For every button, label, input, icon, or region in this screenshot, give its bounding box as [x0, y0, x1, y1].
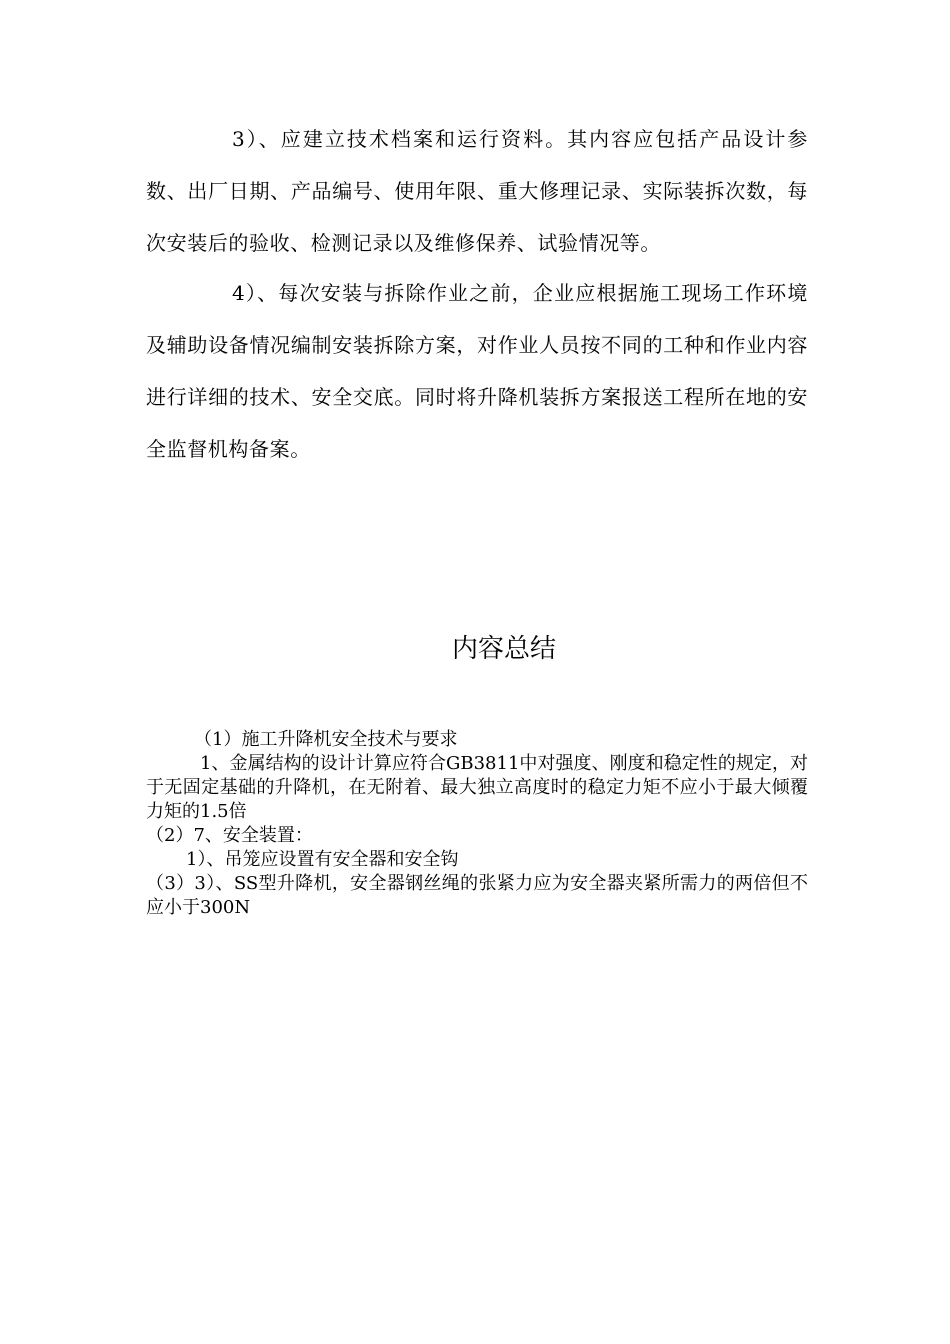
- summary-line-3: （2）7、安全装置：: [146, 825, 313, 846]
- summary-line-2: 1、金属结构的设计计算应符合GB3811中对强度、刚度和稳定性的规定，对于无固定基础的升降机，在无附着、最大独立高度时的稳定力矩不应小于最大倾覆力矩的1.5倍: [146, 753, 808, 822]
- paragraph-item-3: 3）、应建立技术档案和运行资料。其内容应包括产品设计参数、出厂日期、产品编号、使用年限、重大修理记录、实际装拆次数，每次安装后的验收、检测记录以及维修保养、试验情况等。: [146, 127, 808, 255]
- paragraph-item-4: 4）、每次安装与拆除作业之前，企业应根据施工现场工作环境及辅助设备情况编制安装拆除方案，对作业人员按不同的工种和作业内容进行详细的技术、安全交底。同时将升降机装拆方案报送工程所在地的安全监督机构备案。: [146, 281, 808, 461]
- summary-line-4: 1）、吊笼应设置有安全器和安全钩: [186, 849, 459, 870]
- summary-title: 内容总结: [451, 634, 556, 664]
- summary-section: [146, 728, 808, 920]
- summary-line-1: （1）施工升降机安全技术与要求: [194, 729, 458, 750]
- summary-line-5: （3）3）、SS型升降机，安全器钢丝绳的张紧力应为安全器夹紧所需力的两倍但不应小于300N: [146, 873, 808, 918]
